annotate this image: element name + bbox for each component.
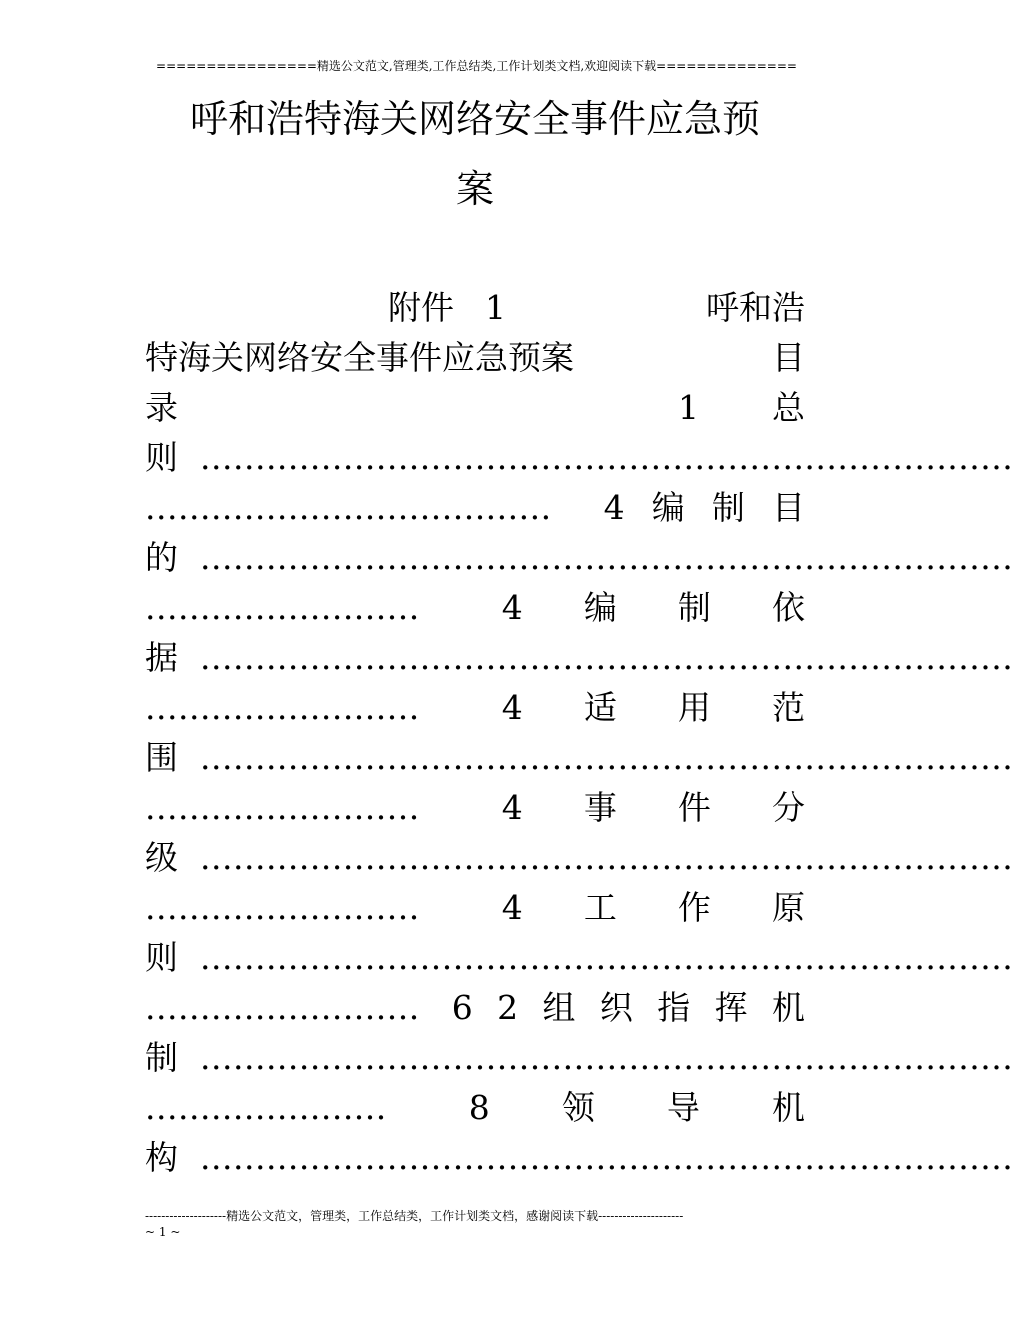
- toc-dot-leader: ..........................................................................: [200, 938, 1013, 977]
- toc-entry-char: 件: [677, 788, 711, 827]
- toc-dot-leader: .........................: [145, 888, 420, 927]
- toc-entry-char: 编: [651, 488, 685, 527]
- toc-chapter-number: 2: [497, 988, 519, 1027]
- toc-entry-end: 则: [145, 438, 178, 477]
- page-header: ================精选公文范文,管理类,工作总结类,工作计划类文档,欢迎阅读下载==============: [156, 59, 797, 73]
- toc-page-number: 4: [603, 488, 625, 527]
- toc-leader-line: [145, 435, 1013, 481]
- toc-entry-end: 制: [145, 1038, 178, 1077]
- toc-leader-line: [145, 935, 1013, 981]
- toc-leader-line: [145, 535, 1013, 581]
- toc-entry-end: 围: [145, 738, 178, 777]
- toc-entry-char: 目: [772, 488, 805, 527]
- toc-entry-char: 机: [772, 988, 805, 1027]
- toc-entry-char: 织: [599, 988, 633, 1027]
- intro-line-1: [145, 285, 805, 331]
- toc-dot-leader: ..........................................................................: [200, 538, 1013, 577]
- toc-page-line: [145, 485, 805, 531]
- toc-dot-leader: .........................: [145, 688, 420, 727]
- toc-page-number: 8: [468, 1088, 490, 1127]
- toc-entry-char: 范: [771, 688, 805, 727]
- toc-entry-char: 原: [771, 888, 805, 927]
- toc-dot-leader: .....................................: [145, 488, 552, 527]
- toc-dot-leader: ..........................................................................: [200, 1138, 1013, 1177]
- toc-entry-char: 依: [771, 588, 805, 627]
- toc-entry-char: 用: [677, 688, 711, 727]
- toc-dot-leader: ..........................................................................: [200, 838, 1013, 877]
- toc-leader-line: [145, 1135, 1013, 1181]
- toc-leader-line: [145, 1035, 1013, 1081]
- toc-page-line: [145, 885, 805, 931]
- attachment-label: 附件: [388, 288, 454, 327]
- toc-entry-char: 挥: [714, 988, 748, 1027]
- toc-page-number: 4: [501, 888, 523, 927]
- toc-entry-char: 组: [542, 988, 576, 1027]
- toc-dot-leader: ..........................................................................: [200, 1038, 1013, 1077]
- toc-page-number: 4: [501, 688, 523, 727]
- toc-entry-char: 编: [583, 588, 617, 627]
- toc-leader-line: [145, 635, 1013, 681]
- toc-dot-leader: .........................: [145, 988, 420, 1027]
- page-number: ~ 1 ~: [145, 1225, 181, 1239]
- toc-dot-leader: ..........................................................................: [200, 738, 1013, 777]
- intro-text: 特海关网络安全事件应急预案: [145, 338, 574, 377]
- toc-page-line: [145, 785, 805, 831]
- toc-page-line: [145, 1085, 805, 1131]
- toc-entry-char: 作: [677, 888, 711, 927]
- toc-entry-char: 分: [771, 788, 805, 827]
- toc-entry-char: 领: [561, 1088, 595, 1127]
- toc-leader-line: [145, 735, 1013, 781]
- document-title-line-1: 呼和浩特海关网络安全事件应急预: [189, 97, 760, 141]
- toc-page-number: 6: [451, 988, 473, 1027]
- toc-page-number: 4: [501, 588, 523, 627]
- toc-dot-leader: ......................: [145, 1088, 387, 1127]
- toc-dot-leader: .........................: [145, 788, 420, 827]
- toc-entry-end: 级: [145, 838, 178, 877]
- intro-line-2: [145, 335, 805, 381]
- toc-dot-leader: .........................: [145, 588, 420, 627]
- toc-dot-leader: ..........................................................................: [200, 638, 1013, 677]
- toc-entry-char: 机: [771, 1088, 805, 1127]
- toc-entry-end: 则: [145, 938, 178, 977]
- toc-entry-end: 的: [145, 538, 178, 577]
- attachment-number: 1: [485, 288, 506, 327]
- toc-heading-part-2: 录: [145, 388, 178, 427]
- toc-entry-char: 导: [666, 1088, 700, 1127]
- toc-page-line: [145, 585, 805, 631]
- toc-page-line: [145, 985, 805, 1031]
- toc-entry-end: 据: [145, 638, 178, 677]
- toc-entry-char: 制: [711, 488, 745, 527]
- toc-page-line: [145, 685, 805, 731]
- toc-entry-char: 指: [657, 988, 691, 1027]
- chapter-number: 1: [678, 388, 699, 427]
- toc-leader-line: [145, 835, 1013, 881]
- document-title-line-2: 案: [455, 167, 494, 211]
- toc-entry-start: 总: [772, 388, 805, 427]
- intro-text-start: 呼和浩: [706, 288, 805, 327]
- toc-entry-char: 适: [583, 688, 617, 727]
- toc-entry-char: 工: [583, 888, 617, 927]
- toc-entry-char: 事: [583, 788, 617, 827]
- toc-dot-leader: ..........................................................................: [200, 438, 1013, 477]
- toc-page-number: 4: [501, 788, 523, 827]
- toc-entry-end: 构: [145, 1138, 178, 1177]
- toc-heading-part-1: 目: [772, 338, 805, 377]
- page-footer: --------------------精选公文范文，管理类，工作总结类，工作计划类文档，感谢阅读下载---------------------: [145, 1209, 684, 1223]
- intro-line-3: [145, 385, 805, 431]
- toc-entry-char: 制: [677, 588, 711, 627]
